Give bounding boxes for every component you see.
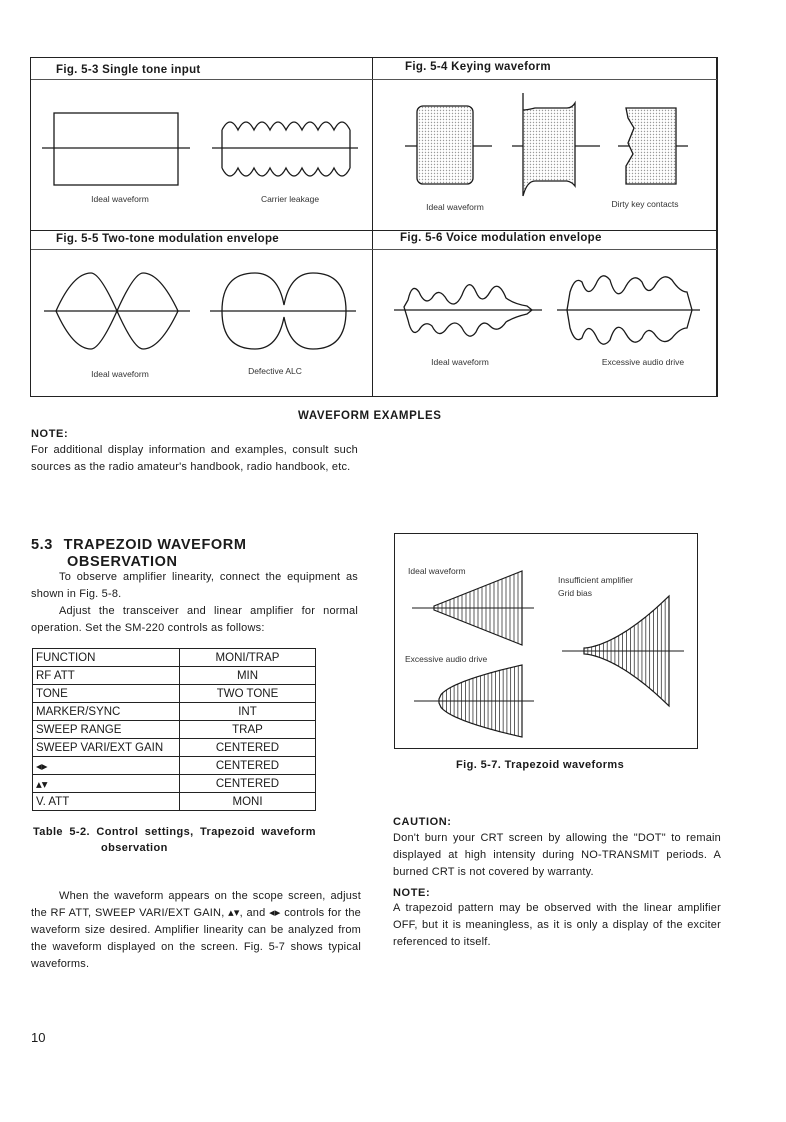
note2-heading: NOTE: (393, 887, 431, 899)
trapezoid-excessive-drive (414, 665, 534, 737)
section-title-line1: TRAPEZOID WAVEFORM (63, 537, 247, 553)
table-row (33, 667, 316, 685)
section-title (31, 537, 247, 571)
section-para2: Adjust the transceiver and linear amplifier for normal operation. Set the SM-220 controls as follows: (31, 605, 358, 634)
fig-5-4-caption-ideal: Ideal waveform (426, 202, 484, 212)
fig-5-6-caption-excessive: Excessive audio drive (601, 357, 685, 367)
table-row (33, 757, 316, 775)
fig-5-4-drawing (400, 88, 700, 203)
section-title-line2: OBSERVATION (67, 554, 178, 570)
table-caption (33, 824, 316, 856)
trapezoid-ideal (412, 571, 534, 645)
control-name: SWEEP VARI/EXT GAIN (33, 739, 180, 757)
control-name: ▴▾ (33, 775, 180, 793)
control-setting: CENTERED (180, 739, 316, 757)
control-name: SWEEP RANGE (33, 721, 180, 739)
control-name: FUNCTION (33, 649, 180, 667)
table-row (33, 793, 316, 811)
control-setting: MONI/TRAP (180, 649, 316, 667)
control-setting: MONI (180, 793, 316, 811)
table-row (33, 775, 316, 793)
control-setting: TWO TONE (180, 685, 316, 703)
table-caption-line2: observation (101, 842, 168, 854)
table-row (33, 703, 316, 721)
control-setting: TRAP (180, 721, 316, 739)
fig-5-5-title: Fig. 5-5 Two-tone modulation envelope (56, 233, 280, 245)
fig-5-6-title: Fig. 5-6 Voice modulation envelope (400, 232, 602, 244)
fig-5-7-label-insufficient-2: Grid bias (558, 588, 593, 598)
fig-5-3-caption-ideal: Ideal waveform (91, 194, 149, 204)
section-number: 5.3 (31, 537, 53, 553)
fig-5-7-caption: Fig. 5-7. Trapezoid waveforms (456, 759, 625, 771)
fig-5-3-caption-leakage: Carrier leakage (260, 194, 320, 204)
fig-5-7-drawing (394, 533, 698, 749)
fig-5-5-drawing (40, 265, 360, 360)
fig-5-5-caption-alc: Defective ALC (248, 366, 302, 376)
fig-5-3-title: Fig. 5-3 Single tone input (56, 64, 201, 76)
fig-5-7-label-insufficient-1: Insufficient amplifier (558, 575, 633, 585)
note-text: For additional display information and examples, consult such sources as the radio amateur's handbook, radio handbook, etc. (31, 444, 358, 473)
table-row (33, 739, 316, 757)
caution-text: Don't burn your CRT screen by allowing the "DOT" to remain displayed at high intensity during NO-TRANSMIT periods. A burned CRT is not covered by warranty. (393, 832, 721, 878)
table-row (33, 649, 316, 667)
fig-5-5-caption-ideal: Ideal waveform (91, 369, 149, 379)
fig-5-7-label-ideal: Ideal waveform (408, 566, 466, 576)
trapezoid-insufficient-bias (562, 596, 684, 706)
page-number: 10 (31, 1030, 46, 1045)
control-setting: INT (180, 703, 316, 721)
caution-heading: CAUTION: (393, 816, 452, 828)
fig-5-7-label-excessive: Excessive audio drive (405, 654, 488, 664)
control-setting: CENTERED (180, 775, 316, 793)
fig-5-6-caption-ideal: Ideal waveform (431, 357, 489, 367)
control-settings-table (32, 648, 316, 811)
control-setting: MIN (180, 667, 316, 685)
note2-text: A trapezoid pattern may be observed with the linear amplifier OFF, but it is meaningless, as it is only a display of the exciter referenced to itself. (393, 902, 721, 948)
control-name: TONE (33, 685, 180, 703)
section-para1: To observe amplifier linearity, connect the equipment as shown in Fig. 5-8. (31, 571, 358, 600)
fig-5-4-caption-dirty: Dirty key contacts (611, 199, 679, 209)
note-heading: NOTE: (31, 428, 69, 440)
control-name: ◂▸ (33, 757, 180, 775)
table-row (33, 685, 316, 703)
waveform-examples-heading: WAVEFORM EXAMPLES (298, 410, 442, 422)
control-setting: CENTERED (180, 757, 316, 775)
section-para3: When the waveform appears on the scope screen, adjust the RF ATT, SWEEP VARI/EXT GAIN, ▴▾, and ◂▸ controls for the waveform size desired. Amplifier linearity can be analyzed from the waveform displayed on the screen. Fig. 5-7 shows typical waveforms. (31, 890, 361, 970)
table-caption-line1: Table 5-2. Control settings, Trapezoid waveform (33, 826, 316, 838)
fig-5-3-drawing (40, 100, 360, 195)
table-row (33, 721, 316, 739)
control-name: V. ATT (33, 793, 180, 811)
fig-5-4-title: Fig. 5-4 Keying waveform (405, 61, 551, 73)
control-name: RF ATT (33, 667, 180, 685)
fig-5-6-drawing (392, 262, 702, 352)
control-name: MARKER/SYNC (33, 703, 180, 721)
